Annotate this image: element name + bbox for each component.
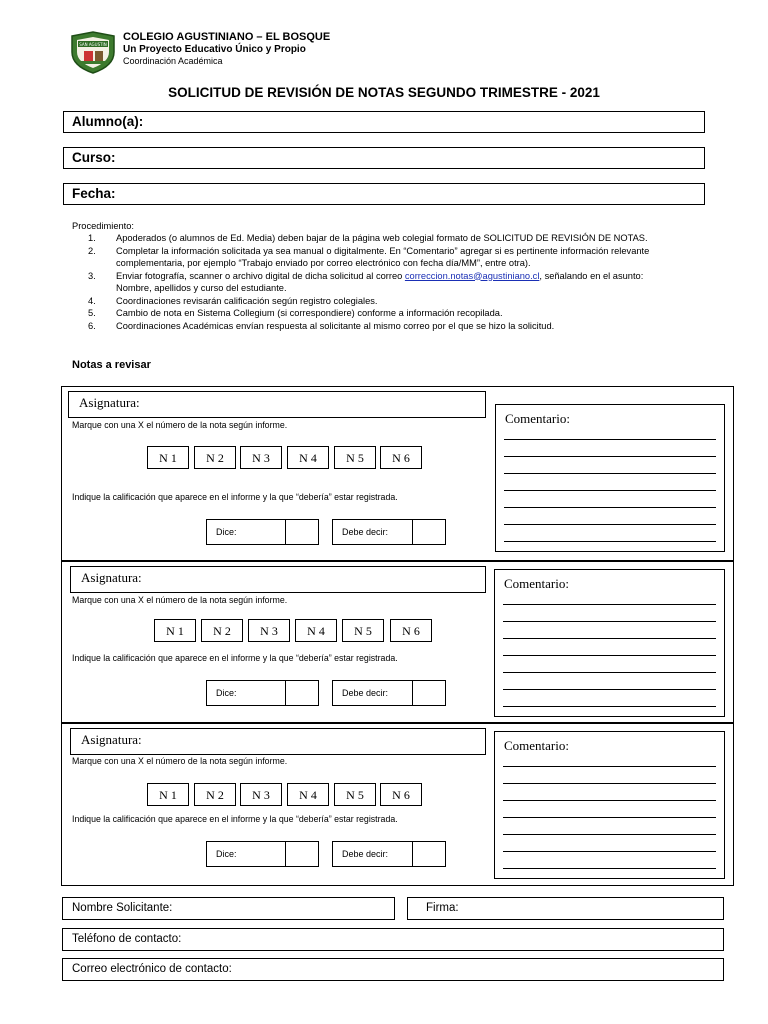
page-title: SOLICITUD DE REVISIÓN DE NOTAS SEGUNDO TRIMESTRE - 2021 xyxy=(168,85,600,100)
dice-field-2[interactable]: Dice: xyxy=(206,680,319,706)
nombre-solicitante-field[interactable]: Nombre Solicitante: xyxy=(62,897,395,920)
procedure-list xyxy=(88,232,678,332)
procedure-step: 3. Enviar fotografía, scanner o archivo digital de dicha solicitud al correo correccion.notas@agustiniano.cl, señalando en el asunto: Nombre, apellidos y curso del estudiante. xyxy=(88,270,644,293)
telefono-field[interactable]: Teléfono de contacto: xyxy=(62,928,724,951)
note-box-n6[interactable]: N 6 xyxy=(380,446,422,469)
note-box-n3[interactable]: N 3 xyxy=(248,619,290,642)
debe-decir-field-1[interactable]: Debe decir: xyxy=(332,519,446,545)
procedure-step: 5. Cambio de nota en Sistema Collegium (si correspondiere) conforme a información recopilada. xyxy=(88,308,503,318)
instruction-grade-3: Indique la calificación que aparece en el informe y la que “debería” estar registrada. xyxy=(72,814,398,824)
instruction-grade-1: Indique la calificación que aparece en el informe y la que “debería” estar registrada. xyxy=(72,492,398,502)
school-crest-icon xyxy=(70,30,116,74)
procedure-step: 2. Completar la información solicitada ya sea manual o digitalmente. En “Comentario” agregar si es pertinente información relevante complementaria, por ejemplo “Trabajo enviado por correo electrónico con fecha día/MM”, entre otra). xyxy=(88,245,650,268)
dice-field-1[interactable]: Dice: xyxy=(206,519,319,545)
notas-heading: Notas a revisar xyxy=(72,359,151,371)
note-box-n4[interactable]: N 4 xyxy=(287,446,329,469)
school-name: COLEGIO AGUSTINIANO – EL BOSQUE xyxy=(123,31,331,43)
note-box-n5[interactable]: N 5 xyxy=(342,619,384,642)
svg-text:SAN AGUSTIN: SAN AGUSTIN xyxy=(79,42,107,47)
school-logo xyxy=(70,30,116,74)
note-box-n2[interactable]: N 2 xyxy=(194,783,236,806)
note-box-n1[interactable]: N 1 xyxy=(154,619,196,642)
comment-box-1[interactable]: Comentario: xyxy=(495,404,725,552)
dice-field-3[interactable]: Dice: xyxy=(206,841,319,867)
note-box-n5[interactable]: N 5 xyxy=(334,446,376,469)
procedure-step: 1. Apoderados (o alumnos de Ed. Media) deben bajar de la página web colegial formato de SOLICITUD DE REVISIÓN DE NOTAS. xyxy=(88,233,648,243)
alumno-field[interactable] xyxy=(63,111,705,133)
note-box-n6[interactable]: N 6 xyxy=(390,619,432,642)
alumno-label: Alumno(a): xyxy=(72,114,144,129)
curso-label: Curso: xyxy=(72,150,116,165)
note-box-n6[interactable]: N 6 xyxy=(380,783,422,806)
school-department: Coordinación Académica xyxy=(123,56,223,66)
note-box-n1[interactable]: N 1 xyxy=(147,446,189,469)
asignatura-field-1[interactable]: Asignatura: xyxy=(68,391,486,418)
procedure-title: Procedimiento: xyxy=(72,221,135,231)
note-box-n4[interactable]: N 4 xyxy=(295,619,337,642)
note-box-n3[interactable]: N 3 xyxy=(240,783,282,806)
note-box-n5[interactable]: N 5 xyxy=(334,783,376,806)
school-tagline: Un Proyecto Educativo Único y Propio xyxy=(123,44,306,55)
instruction-mark-3: Marque con una X el número de la nota según informe. xyxy=(72,756,288,766)
asignatura-field-3[interactable]: Asignatura: xyxy=(70,728,486,755)
procedure-step: 4. Coordinaciones revisarán calificación según registro colegiales. xyxy=(88,295,378,306)
note-box-n4[interactable]: N 4 xyxy=(287,783,329,806)
curso-field[interactable] xyxy=(63,147,705,169)
fecha-field[interactable] xyxy=(63,183,705,205)
note-box-n2[interactable]: N 2 xyxy=(194,446,236,469)
fecha-label: Fecha: xyxy=(72,186,116,201)
procedure-step: 6. Coordinaciones Académicas envían respuesta al solicitante al mismo correo por el que se hizo la solicitud. xyxy=(88,320,555,331)
debe-decir-field-2[interactable]: Debe decir: xyxy=(332,680,446,706)
comment-box-3[interactable]: Comentario: xyxy=(494,731,725,879)
instruction-mark-1: Marque con una X el número de la nota según informe. xyxy=(72,420,288,430)
email-link[interactable]: correccion.notas@agustiniano.cl xyxy=(404,270,540,281)
asignatura-field-2[interactable]: Asignatura: xyxy=(70,566,486,593)
debe-decir-field-3[interactable]: Debe decir: xyxy=(332,841,446,867)
note-box-n1[interactable]: N 1 xyxy=(147,783,189,806)
firma-field[interactable]: Firma: xyxy=(407,897,724,920)
correo-field[interactable]: Correo electrónico de contacto: xyxy=(62,958,724,981)
instruction-mark-2: Marque con una X el número de la nota según informe. xyxy=(72,595,288,605)
instruction-grade-2: Indique la calificación que aparece en el informe y la que “debería” estar registrada. xyxy=(72,653,398,663)
comment-box-2[interactable]: Comentario: xyxy=(494,569,725,717)
note-box-n2[interactable]: N 2 xyxy=(201,619,243,642)
note-box-n3[interactable]: N 3 xyxy=(240,446,282,469)
